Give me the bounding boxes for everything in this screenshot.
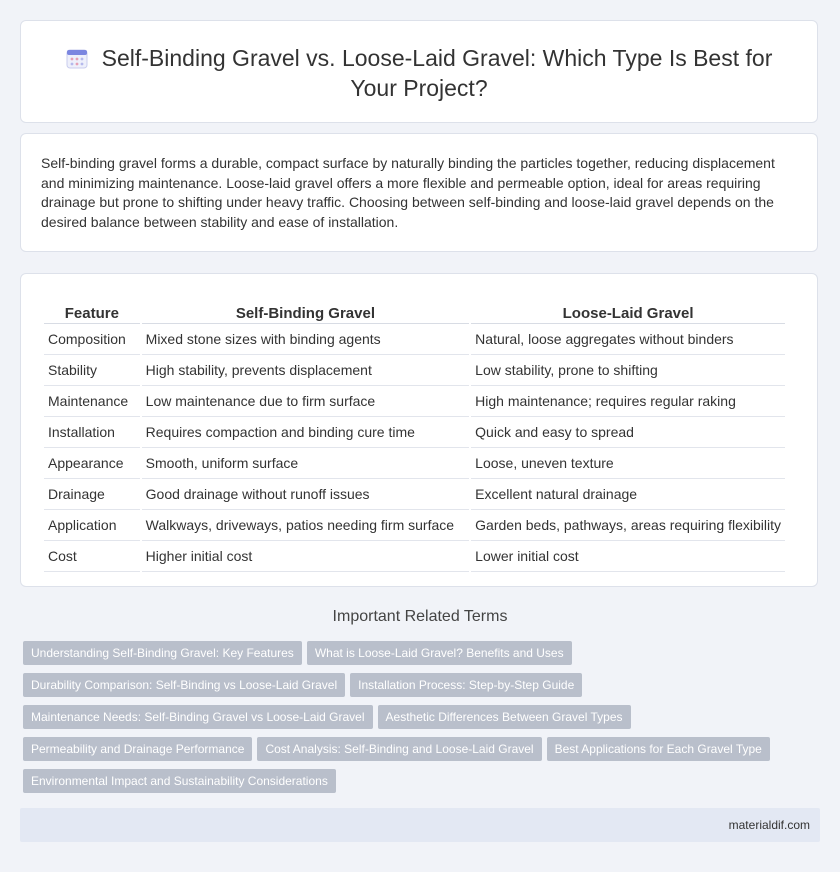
related-tag[interactable]: Aesthetic Differences Between Gravel Types bbox=[378, 705, 631, 729]
cell-loose-laid: Garden beds, pathways, areas requiring flexibility bbox=[471, 510, 785, 541]
page-title-text: Self-Binding Gravel vs. Loose-Laid Gravel: Which Type Is Best for Your Project? bbox=[101, 45, 773, 101]
cell-feature: Maintenance bbox=[44, 386, 140, 417]
cell-loose-laid: Excellent natural drainage bbox=[471, 479, 785, 510]
cell-loose-laid: Loose, uneven texture bbox=[471, 448, 785, 479]
intro-paragraph: Self-binding gravel forms a durable, compact surface by naturally binding the particles together, reducing displacement and minimizing maintenance. Loose-laid gravel offers a more flexible and permeable option, ideal for areas requiring drainage but prone to shifting under heavy traffic. Choosing between self-binding and loose-laid gravel depends on the desired balance between stability and ease of installation. bbox=[41, 155, 775, 230]
cell-feature: Installation bbox=[44, 417, 140, 448]
table-row bbox=[44, 386, 785, 417]
related-terms-heading: Important Related Terms bbox=[332, 608, 508, 625]
cell-feature: Drainage bbox=[44, 479, 140, 510]
cell-self-binding: Walkways, driveways, patios needing firm surface bbox=[142, 510, 470, 541]
related-tag[interactable]: Cost Analysis: Self-Binding and Loose-Laid Gravel bbox=[257, 737, 541, 761]
cell-self-binding: Requires compaction and binding cure time bbox=[142, 417, 470, 448]
cell-self-binding: Good drainage without runoff issues bbox=[142, 479, 470, 510]
table-row bbox=[44, 541, 785, 572]
header-self-binding: Self-Binding Gravel bbox=[142, 292, 470, 324]
comparison-card bbox=[20, 273, 818, 587]
related-tag[interactable]: Permeability and Drainage Performance bbox=[23, 737, 252, 761]
tag-row bbox=[23, 737, 813, 769]
cell-feature: Composition bbox=[44, 324, 140, 355]
related-tag[interactable]: Best Applications for Each Gravel Type bbox=[547, 737, 770, 761]
cell-self-binding: Smooth, uniform surface bbox=[142, 448, 470, 479]
cell-self-binding: High stability, prevents displacement bbox=[142, 355, 470, 386]
cell-loose-laid: High maintenance; requires regular raking bbox=[471, 386, 785, 417]
related-tag[interactable]: Installation Process: Step-by-Step Guide bbox=[350, 673, 582, 697]
title-wrap bbox=[21, 43, 817, 103]
cell-feature: Application bbox=[44, 510, 140, 541]
related-tag[interactable]: Durability Comparison: Self-Binding vs Loose-Laid Gravel bbox=[23, 673, 345, 697]
cell-self-binding: Mixed stone sizes with binding agents bbox=[142, 324, 470, 355]
table-row bbox=[44, 417, 785, 448]
related-terms-tags bbox=[23, 641, 813, 801]
footer-site-link[interactable]: materialdif.com bbox=[728, 818, 810, 832]
tag-row bbox=[23, 769, 813, 801]
table-row bbox=[44, 355, 785, 386]
cell-feature: Appearance bbox=[44, 448, 140, 479]
related-tag[interactable]: Maintenance Needs: Self-Binding Gravel vs Loose-Laid Gravel bbox=[23, 705, 373, 729]
cell-feature: Stability bbox=[44, 355, 140, 386]
tag-row bbox=[23, 641, 813, 673]
cell-loose-laid: Low stability, prone to shifting bbox=[471, 355, 785, 386]
related-tag[interactable]: Environmental Impact and Sustainability Considerations bbox=[23, 769, 336, 793]
table-row bbox=[44, 448, 785, 479]
tag-row bbox=[23, 673, 813, 705]
header-feature: Feature bbox=[44, 292, 140, 324]
title-card bbox=[20, 20, 818, 123]
table-row bbox=[44, 479, 785, 510]
comparison-table bbox=[42, 292, 787, 572]
table-row bbox=[44, 324, 785, 355]
cell-self-binding: Low maintenance due to firm surface bbox=[142, 386, 470, 417]
cell-loose-laid: Lower initial cost bbox=[471, 541, 785, 572]
footer bbox=[20, 808, 820, 842]
cell-loose-laid: Quick and easy to spread bbox=[471, 417, 785, 448]
calendar-icon bbox=[66, 47, 88, 69]
cell-feature: Cost bbox=[44, 541, 140, 572]
page-title bbox=[21, 43, 817, 103]
cell-loose-laid: Natural, loose aggregates without binders bbox=[471, 324, 785, 355]
header-loose-laid: Loose-Laid Gravel bbox=[471, 292, 785, 324]
cell-self-binding: Higher initial cost bbox=[142, 541, 470, 572]
table-header-row bbox=[44, 292, 785, 324]
related-tag[interactable]: Understanding Self-Binding Gravel: Key Features bbox=[23, 641, 302, 665]
intro-card bbox=[20, 133, 818, 252]
related-tag[interactable]: What is Loose-Laid Gravel? Benefits and Uses bbox=[307, 641, 572, 665]
tag-row bbox=[23, 705, 813, 737]
table-row bbox=[44, 510, 785, 541]
